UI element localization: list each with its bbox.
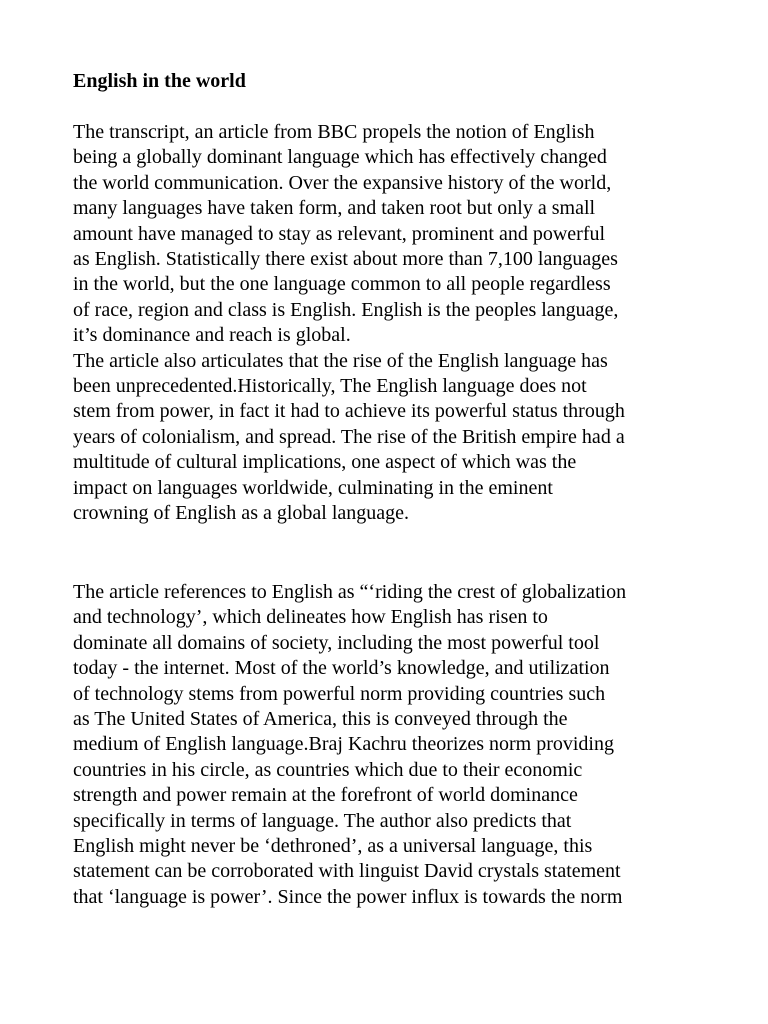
text-line: of race, region and class is English. English is the peoples language, — [73, 298, 619, 321]
paragraph-2 — [73, 349, 625, 527]
text-line: today - the internet. Most of the world’s knowledge, and utilization — [73, 657, 610, 680]
text-line: strength and power remain at the forefront of world dominance — [73, 784, 578, 807]
text-line: The transcript, an article from BBC propels the notion of English — [73, 121, 595, 143]
text-line: amount have managed to stay as relevant, prominent and powerful — [73, 222, 606, 245]
text-line: stem from power, in fact it had to achieve its powerful status through — [73, 400, 625, 423]
text-line: statement can be corroborated with linguist David crystals statement — [73, 860, 621, 883]
text-line: in the world, but the one language common to all people regardless — [73, 273, 611, 296]
text-line: crowning of English as a global language. — [73, 501, 410, 524]
text-line: it’s dominance and reach is global. — [73, 324, 351, 347]
text-line: dominate all domains of society, including the most powerful tool — [73, 631, 600, 654]
text-line: as English. Statistically there exist about more than 7,100 languages — [73, 247, 618, 270]
paragraph-3 — [73, 580, 626, 910]
paragraph-1 — [73, 120, 618, 349]
text-line: and technology’, which delineates how English has risen to — [73, 606, 548, 629]
text-line: being a globally dominant language which has effectively changed — [73, 146, 607, 169]
text-line: The article references to English as “‘riding the crest of globalization — [73, 581, 627, 603]
text-line: of technology stems from powerful norm providing countries such — [73, 682, 606, 705]
document-heading: English in the world — [73, 70, 246, 92]
text-line: multitude of cultural implications, one aspect of which was the — [73, 451, 577, 474]
text-line: been unprecedented.Historically, The English language does not — [73, 374, 587, 397]
text-line: medium of English language.Braj Kachru theorizes norm providing — [73, 733, 614, 756]
text-line: that ‘language is power’. Since the power influx is towards the norm — [73, 885, 623, 908]
text-line: countries in his circle, as countries which due to their economic — [73, 758, 583, 781]
text-line: years of colonialism, and spread. The rise of the British empire had a — [73, 425, 625, 448]
text-line: many languages have taken form, and taken root but only a small — [73, 197, 596, 220]
text-line: the world communication. Over the expansive history of the world, — [73, 171, 612, 194]
text-line: The article also articulates that the rise of the English language has — [73, 349, 608, 372]
text-line: as The United States of America, this is conveyed through the — [73, 707, 568, 730]
text-line: impact on languages worldwide, culminating in the eminent — [73, 476, 553, 499]
text-line: English might never be ‘dethroned’, as a universal language, this — [73, 834, 593, 857]
text-line: specifically in terms of language. The author also predicts that — [73, 809, 572, 832]
